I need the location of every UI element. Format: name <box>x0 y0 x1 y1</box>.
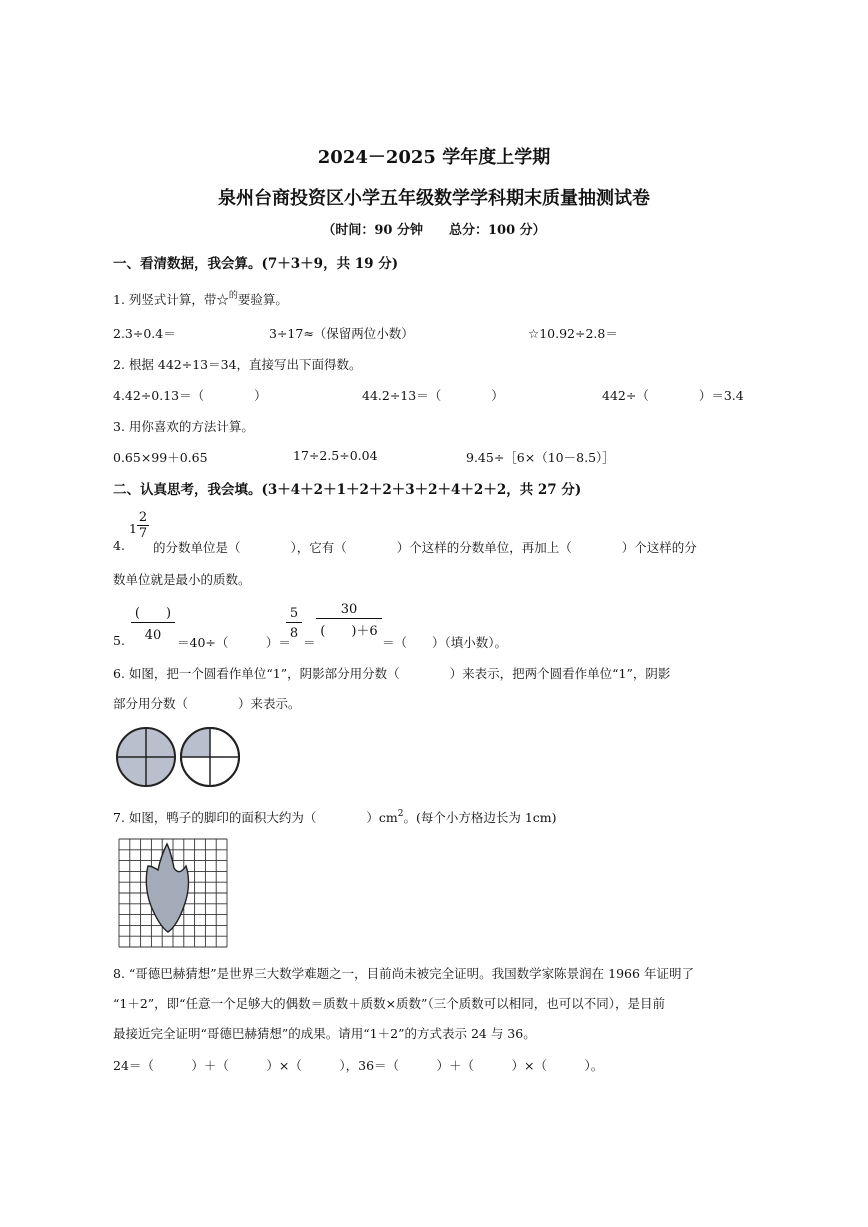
q5-f1-num: ( ) <box>134 606 172 621</box>
q6-line-2: 部分用分数（ ）来表示。 <box>113 696 301 711</box>
q7-text <box>113 808 557 826</box>
section-2-heading: 二、认真思考，我会填。(3＋4＋2＋1＋2＋2＋3＋2＋4＋2＋2，共 27 分) <box>113 482 582 498</box>
q5-f2-den: 8 <box>286 622 302 643</box>
q5-f1-den: 40 <box>131 622 175 645</box>
q5-fraction-1 <box>131 606 175 645</box>
q1-item-1: 2.3÷0.4＝ <box>113 326 176 341</box>
question-2-stem: 2. 根据 442÷13＝34，直接写出下面得数。 <box>113 357 362 372</box>
q4-mixed-fraction <box>137 510 149 541</box>
q7-text-b: 。(每个小方格边长为 1cm) <box>403 810 557 825</box>
q5-tail: ＝（ ）（填小数）。 <box>382 635 508 650</box>
q3-item-2: 17÷2.5÷0.04 <box>293 448 378 463</box>
q4-frac-num: 2 <box>138 510 148 525</box>
q2-item-2: 44.2÷13＝（ ） <box>362 388 504 403</box>
q6-circles-figure <box>115 725 241 789</box>
q8-line-4: 24＝（ ）＋（ ）×（ ），36＝（ ）＋（ ）×（ ）。 <box>113 1058 604 1073</box>
q7-grid-figure <box>118 838 228 948</box>
q4-mixed-whole: 1 <box>129 521 137 536</box>
q2-item-3: 442÷（ ）＝3.4 <box>602 388 744 403</box>
q5-fraction-2 <box>286 606 302 643</box>
q6-quarter-circle <box>181 728 239 786</box>
q1-item-3: ☆10.92÷2.8＝ <box>528 326 618 341</box>
q3-item-1: 0.65×99＋0.65 <box>113 450 208 465</box>
q1-stem-b: 要验算。 <box>237 292 288 307</box>
exam-meta: （时间：90 分钟 总分：100 分） <box>322 223 546 238</box>
q5-f2-num: 5 <box>289 606 299 621</box>
q8-line-3: 最接近完全证明“哥德巴赫猜想”的成果。请用“1＋2”的方式表示 24 与 36。 <box>113 1026 536 1041</box>
q3-item-3: 9.45÷［6×（10－8.5）］ <box>466 450 615 465</box>
q6-full-circle <box>117 728 175 786</box>
q1-stem-a: 1. 列竖式计算，带☆ <box>113 292 229 307</box>
q1-item-2: 3÷17≈（保留两位小数） <box>269 326 414 341</box>
q7-text-a: 7. 如图，鸭子的脚印的面积大约为（ ）cm <box>113 810 398 825</box>
question-3-stem: 3. 用你喜欢的方法计算。 <box>113 419 254 434</box>
question-1-stem <box>113 290 288 308</box>
q5-number: 5. <box>113 633 125 648</box>
q6-line-1: 6. 如图，把一个圆看作单位“1”，阴影部分用分数（ ）来表示，把两个圆看作单位“1”，阴影 <box>113 666 671 681</box>
q7-duck-footprint <box>146 844 188 932</box>
q5-fraction-3 <box>316 602 382 641</box>
q5-equals: ＝ <box>303 635 316 650</box>
q5-f3-den: ( )＋6 <box>316 618 382 641</box>
q7-text-sup: 2 <box>397 809 404 819</box>
q5-middle: ＝40÷（ ）＝ <box>177 635 291 650</box>
exam-title-main: 泉州台商投资区小学五年级数学学科期末质量抽测试卷 <box>218 188 650 209</box>
section-1-heading: 一、看清数据，我会算。(7＋3＋9，共 19 分) <box>113 256 399 272</box>
q2-item-1: 4.42÷0.13＝（ ） <box>113 388 267 403</box>
q8-line-1: 8. “哥德巴赫猜想”是世界三大数学难题之一，目前尚未被完全证明。我国数学家陈景润在 1966 年证明了 <box>113 966 694 981</box>
q8-line-2: “1＋2”，即“任意一个足够大的偶数＝质数＋质数×质数”（三个质数可以相同，也可以不同），是目前 <box>113 996 665 1011</box>
q4-line-2: 数单位就是最小的质数。 <box>113 572 251 587</box>
q1-stem-sup: 的 <box>228 291 238 301</box>
q5-f3-num: 30 <box>340 602 358 617</box>
q4-frac-den: 7 <box>138 526 148 541</box>
q4-number: 4. <box>113 538 125 553</box>
q4-line-1: 的分数单位是（ ），它有（ ）个这样的分数单位，再加上（ ）个这样的分 <box>153 540 697 555</box>
exam-title-year: 2024－2025 学年度上学期 <box>317 147 551 168</box>
